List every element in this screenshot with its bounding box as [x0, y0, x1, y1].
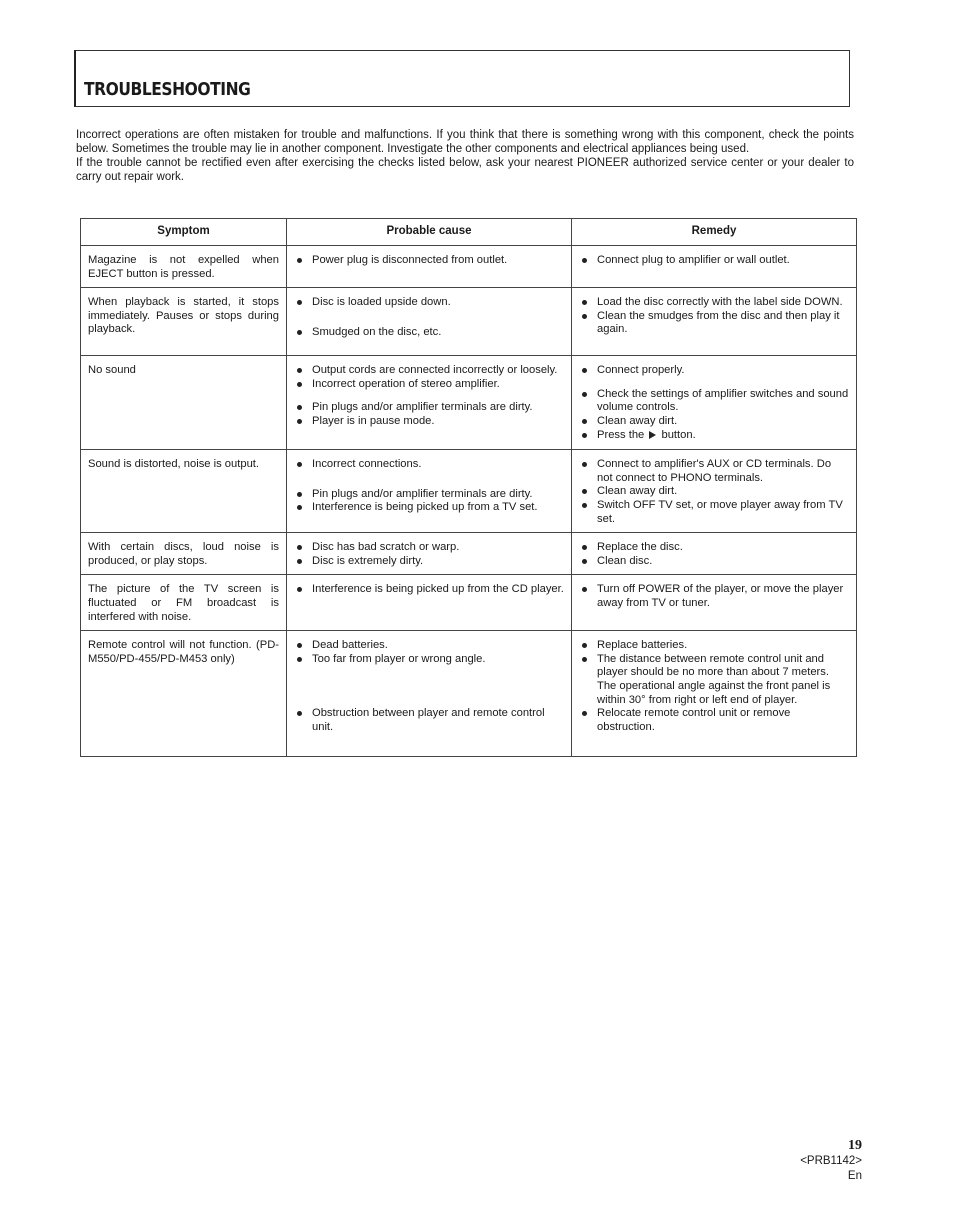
symptom-cell: The picture of the TV screen is fluctuated or FM broadcast is interfered with noise. [81, 575, 287, 631]
remedy-cell [572, 356, 857, 450]
symptom-cell: Magazine is not expelled when EJECT button is pressed. [81, 246, 287, 288]
symptom-cell: No sound [81, 356, 287, 450]
table-row [81, 246, 857, 288]
list-item: Pin plugs and/or amplifier terminals are dirty. [294, 488, 564, 502]
table-row [81, 533, 857, 575]
press-text: Press the [597, 428, 645, 441]
intro-paragraph-2: If the trouble cannot be rectified even after exercising the checks listed below, ask your nearest PIONEER authorized service center or your dealer to carry out repair work. [76, 157, 854, 183]
remedy-cell [572, 288, 857, 356]
list-item: Disc is loaded upside down. [294, 296, 564, 310]
table-header-row [81, 219, 857, 246]
list-item: Player is in pause mode. [294, 415, 564, 429]
list-item: The distance between remote control unit and player should be no more than about 7 meters. The operational angle against the front panel is within 30° from right or left end of player. [579, 653, 849, 707]
document-code: <PRB1142> [800, 1155, 862, 1167]
list-item [579, 429, 849, 443]
cause-cell [287, 356, 572, 450]
list-item: Clean away dirt. [579, 485, 849, 499]
table-row [81, 356, 857, 450]
symptom-cell: When playback is started, it stops immediately. Pauses or stops during playback. [81, 288, 287, 356]
list-item: Incorrect operation of stereo amplifier. [294, 378, 564, 392]
list-item: Replace batteries. [579, 639, 849, 653]
cause-cell [287, 246, 572, 288]
column-header-cause: Probable cause [287, 219, 572, 246]
list-item: Obstruction between player and remote control unit. [294, 707, 564, 734]
table-row [81, 575, 857, 631]
list-item: Pin plugs and/or amplifier terminals are dirty. [294, 401, 564, 415]
list-item: Connect to amplifier's AUX or CD terminals. Do not connect to PHONO terminals. [579, 458, 849, 485]
list-item: Clean the smudges from the disc and then play it again. [579, 310, 849, 337]
list-item: Connect plug to amplifier or wall outlet. [579, 254, 849, 268]
list-item: Interference is being picked up from the CD player. [294, 583, 564, 597]
list-item: Dead batteries. [294, 639, 564, 653]
symptom-cell: With certain discs, loud noise is produced, or play stops. [81, 533, 287, 575]
intro-paragraph-1: Incorrect operations are often mistaken for trouble and malfunctions. If you think that there is something wrong with this component, check the points below. Sometimes the trouble may lie in another component. Investigate the other components and electrical appliances being used. [76, 129, 854, 155]
table-row [81, 450, 857, 533]
play-triangle-icon [649, 431, 656, 439]
list-item: Connect properly. [579, 364, 849, 378]
list-item: Power plug is disconnected from outlet. [294, 254, 564, 268]
remedy-cell [572, 575, 857, 631]
list-item: Disc has bad scratch or warp. [294, 541, 564, 555]
remedy-cell [572, 450, 857, 533]
list-item: Check the settings of amplifier switches and sound volume controls. [579, 388, 849, 415]
list-item: Relocate remote control unit or remove obstruction. [579, 707, 849, 734]
page-title: TROUBLESHOOTING [84, 79, 251, 100]
list-item: Disc is extremely dirty. [294, 555, 564, 569]
list-item: Too far from player or wrong angle. [294, 653, 564, 667]
cause-cell [287, 288, 572, 356]
remedy-cell [572, 246, 857, 288]
list-item: Clean disc. [579, 555, 849, 569]
list-item: Turn off POWER of the player, or move the player away from TV or tuner. [579, 583, 849, 610]
language-code: En [847, 1170, 862, 1182]
troubleshooting-table [80, 218, 857, 757]
cause-cell [287, 631, 572, 757]
list-item: Clean away dirt. [579, 415, 849, 429]
list-item: Switch OFF TV set, or move player away from TV set. [579, 499, 849, 526]
list-item: Smudged on the disc, etc. [294, 326, 564, 340]
table-row [81, 631, 857, 757]
page-number: 19 [848, 1138, 862, 1153]
button-text: button. [661, 428, 696, 441]
table-row [81, 288, 857, 356]
remedy-cell [572, 631, 857, 757]
symptom-cell: Sound is distorted, noise is output. [81, 450, 287, 533]
column-header-symptom: Symptom [81, 219, 287, 246]
remedy-cell [572, 533, 857, 575]
cause-cell [287, 450, 572, 533]
intro-text [76, 128, 854, 184]
column-header-remedy: Remedy [572, 219, 857, 246]
list-item: Load the disc correctly with the label side DOWN. [579, 296, 849, 310]
list-item: Interference is being picked up from a TV set. [294, 501, 564, 515]
title-box [74, 50, 850, 107]
page-footer [800, 1137, 862, 1184]
list-item: Incorrect connections. [294, 458, 564, 472]
list-item: Output cords are connected incorrectly or loosely. [294, 364, 564, 378]
symptom-cell: Remote control will not function. (PD-M550/PD-455/PD-M453 only) [81, 631, 287, 757]
list-item: Replace the disc. [579, 541, 849, 555]
cause-cell [287, 575, 572, 631]
cause-cell [287, 533, 572, 575]
